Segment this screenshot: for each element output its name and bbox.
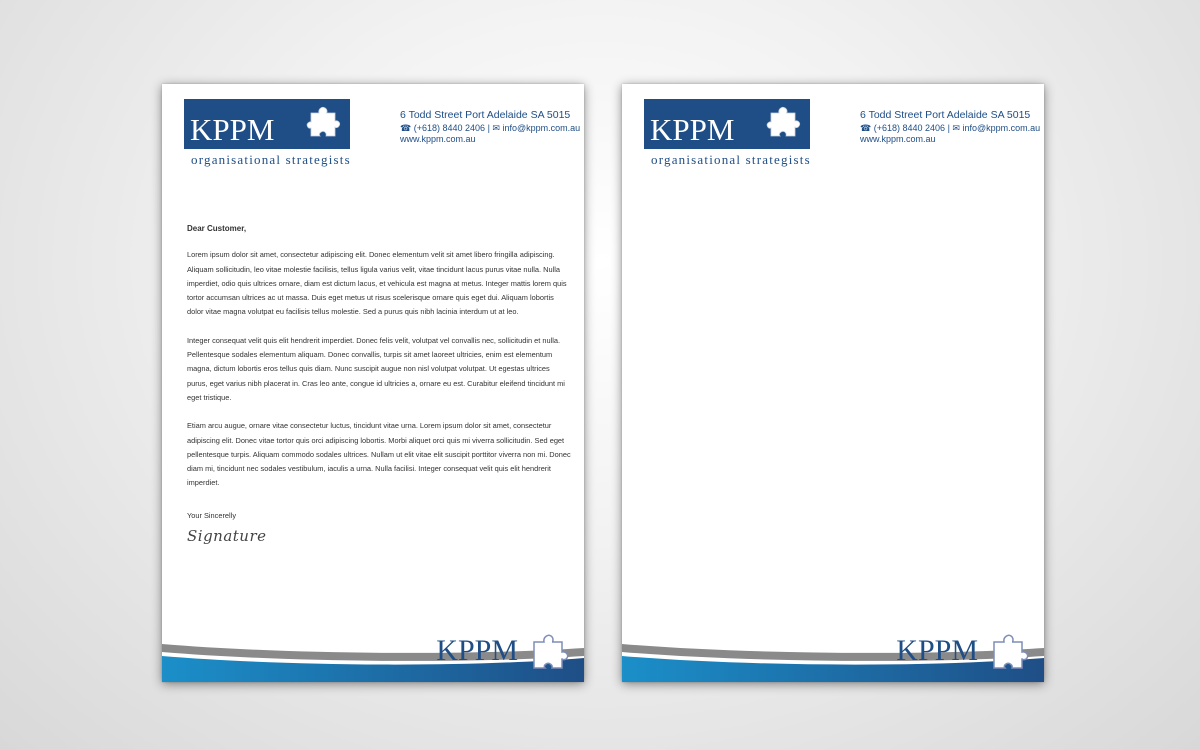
letter-paragraph: Integer consequat velit quis elit hendrerit imperdiet. Donec felis velit, volutpat vel convallis nec, sollicitudin et nulla. Pellentesque sodales elementum aliquam. Donec convallis, turpis sit amet laoreet ultricies, enim est elementum magna, dictum lobortis eros tellus quis diam. Nunc suscipit augue non nisl volutpat volutpat. Ut egestas ultrices purus, eget varius nibh placerat in. Cras leo ante, congue id ultricies a, ornare eu est. Curabitur eleifend tincidunt mi eget tristique. bbox=[187, 335, 565, 402]
address: 6 Todd Street Port Adelaide SA 5015 bbox=[400, 109, 571, 121]
letter-body bbox=[187, 222, 571, 546]
letter-paragraph: Lorem ipsum dolor sit amet, consectetur adipiscing elit. Donec elementum velit sit amet libero fringilla adipiscing. Aliquam sollicitudin, leo vitae molestie facilisis, tellus ligula varius velit, vitae tincidunt lacus purus vitae nulla. Nulla imperdiet, odio quis ultrices ornare, diam est dictum lacus, et vehicula est magna at metus. Integer mattis lorem quis tortor accumsan ultrices ac ut massa. Duis eget metus ut risus scelerisque ornare quis eget dui. Aliquam lobortis dolor vitae magna volutpat eu facilisis tellus molestie. Sed a purus quis nibh lacinia interdum ut at leo. bbox=[187, 250, 567, 317]
puzzle-piece-icon bbox=[526, 632, 578, 672]
envelope-icon: ✉ bbox=[492, 123, 500, 133]
logo-wordmark: KPPM bbox=[650, 112, 735, 147]
footer-logo-wordmark: KPPM bbox=[896, 634, 978, 667]
letterhead-page-blank bbox=[622, 84, 1044, 682]
logo-wordmark: KPPM bbox=[190, 112, 275, 147]
letterhead-page-with-letter bbox=[162, 84, 584, 682]
kppm-logo bbox=[644, 99, 810, 149]
logo-tagline: organisational strategists bbox=[651, 152, 811, 167]
website: www.kppm.com.au bbox=[860, 134, 936, 144]
website: www.kppm.com.au bbox=[400, 134, 476, 144]
kppm-logo bbox=[184, 99, 350, 149]
footer-swoosh bbox=[622, 634, 1044, 682]
envelope-icon: ✉ bbox=[952, 123, 960, 133]
contact-block bbox=[860, 110, 1040, 145]
email-address: info@kppm.com.au bbox=[962, 123, 1041, 133]
email-address: info@kppm.com.au bbox=[502, 123, 581, 133]
footer-swoosh bbox=[162, 634, 584, 682]
signature: Signature bbox=[187, 527, 267, 546]
puzzle-piece-icon bbox=[765, 105, 803, 141]
contact-separator: | bbox=[487, 123, 490, 133]
phone-number: (+618) 8440 2406 bbox=[873, 123, 946, 133]
letter-paragraph: Etiam arcu augue, ornare vitae consectetur luctus, tincidunt vitae urna. Lorem ipsum dolor sit amet, consectetur adipiscing elit. Donec vitae tortor quis orci adipiscing lobortis. Morbi aliquet orci quis mi viverra sollicitudin. Sed eget pellentesque turpis. Aliquam commodo sodales ultrices. Nullam ut elit vitae elit suscipit porttitor viverra non mi. Donec diam mi, tincidunt nec sodales vestibulum, iaculis a urna. Nulla facilisi. Integer consequat velit quis elit hendrerit imperdiet. bbox=[187, 421, 571, 488]
address: 6 Todd Street Port Adelaide SA 5015 bbox=[860, 109, 1031, 121]
contact-block bbox=[400, 110, 580, 145]
contact-separator: | bbox=[947, 123, 950, 133]
greeting: Dear Customer, bbox=[187, 224, 247, 233]
phone-icon: ☎ bbox=[400, 123, 412, 133]
footer-logo-wordmark: KPPM bbox=[436, 634, 518, 667]
closing: Your Sincerelly bbox=[187, 510, 237, 520]
phone-icon: ☎ bbox=[860, 123, 872, 133]
puzzle-piece-icon bbox=[986, 632, 1038, 672]
puzzle-piece-icon bbox=[305, 105, 343, 141]
phone-number: (+618) 8440 2406 bbox=[413, 123, 486, 133]
logo-tagline: organisational strategists bbox=[191, 152, 351, 167]
